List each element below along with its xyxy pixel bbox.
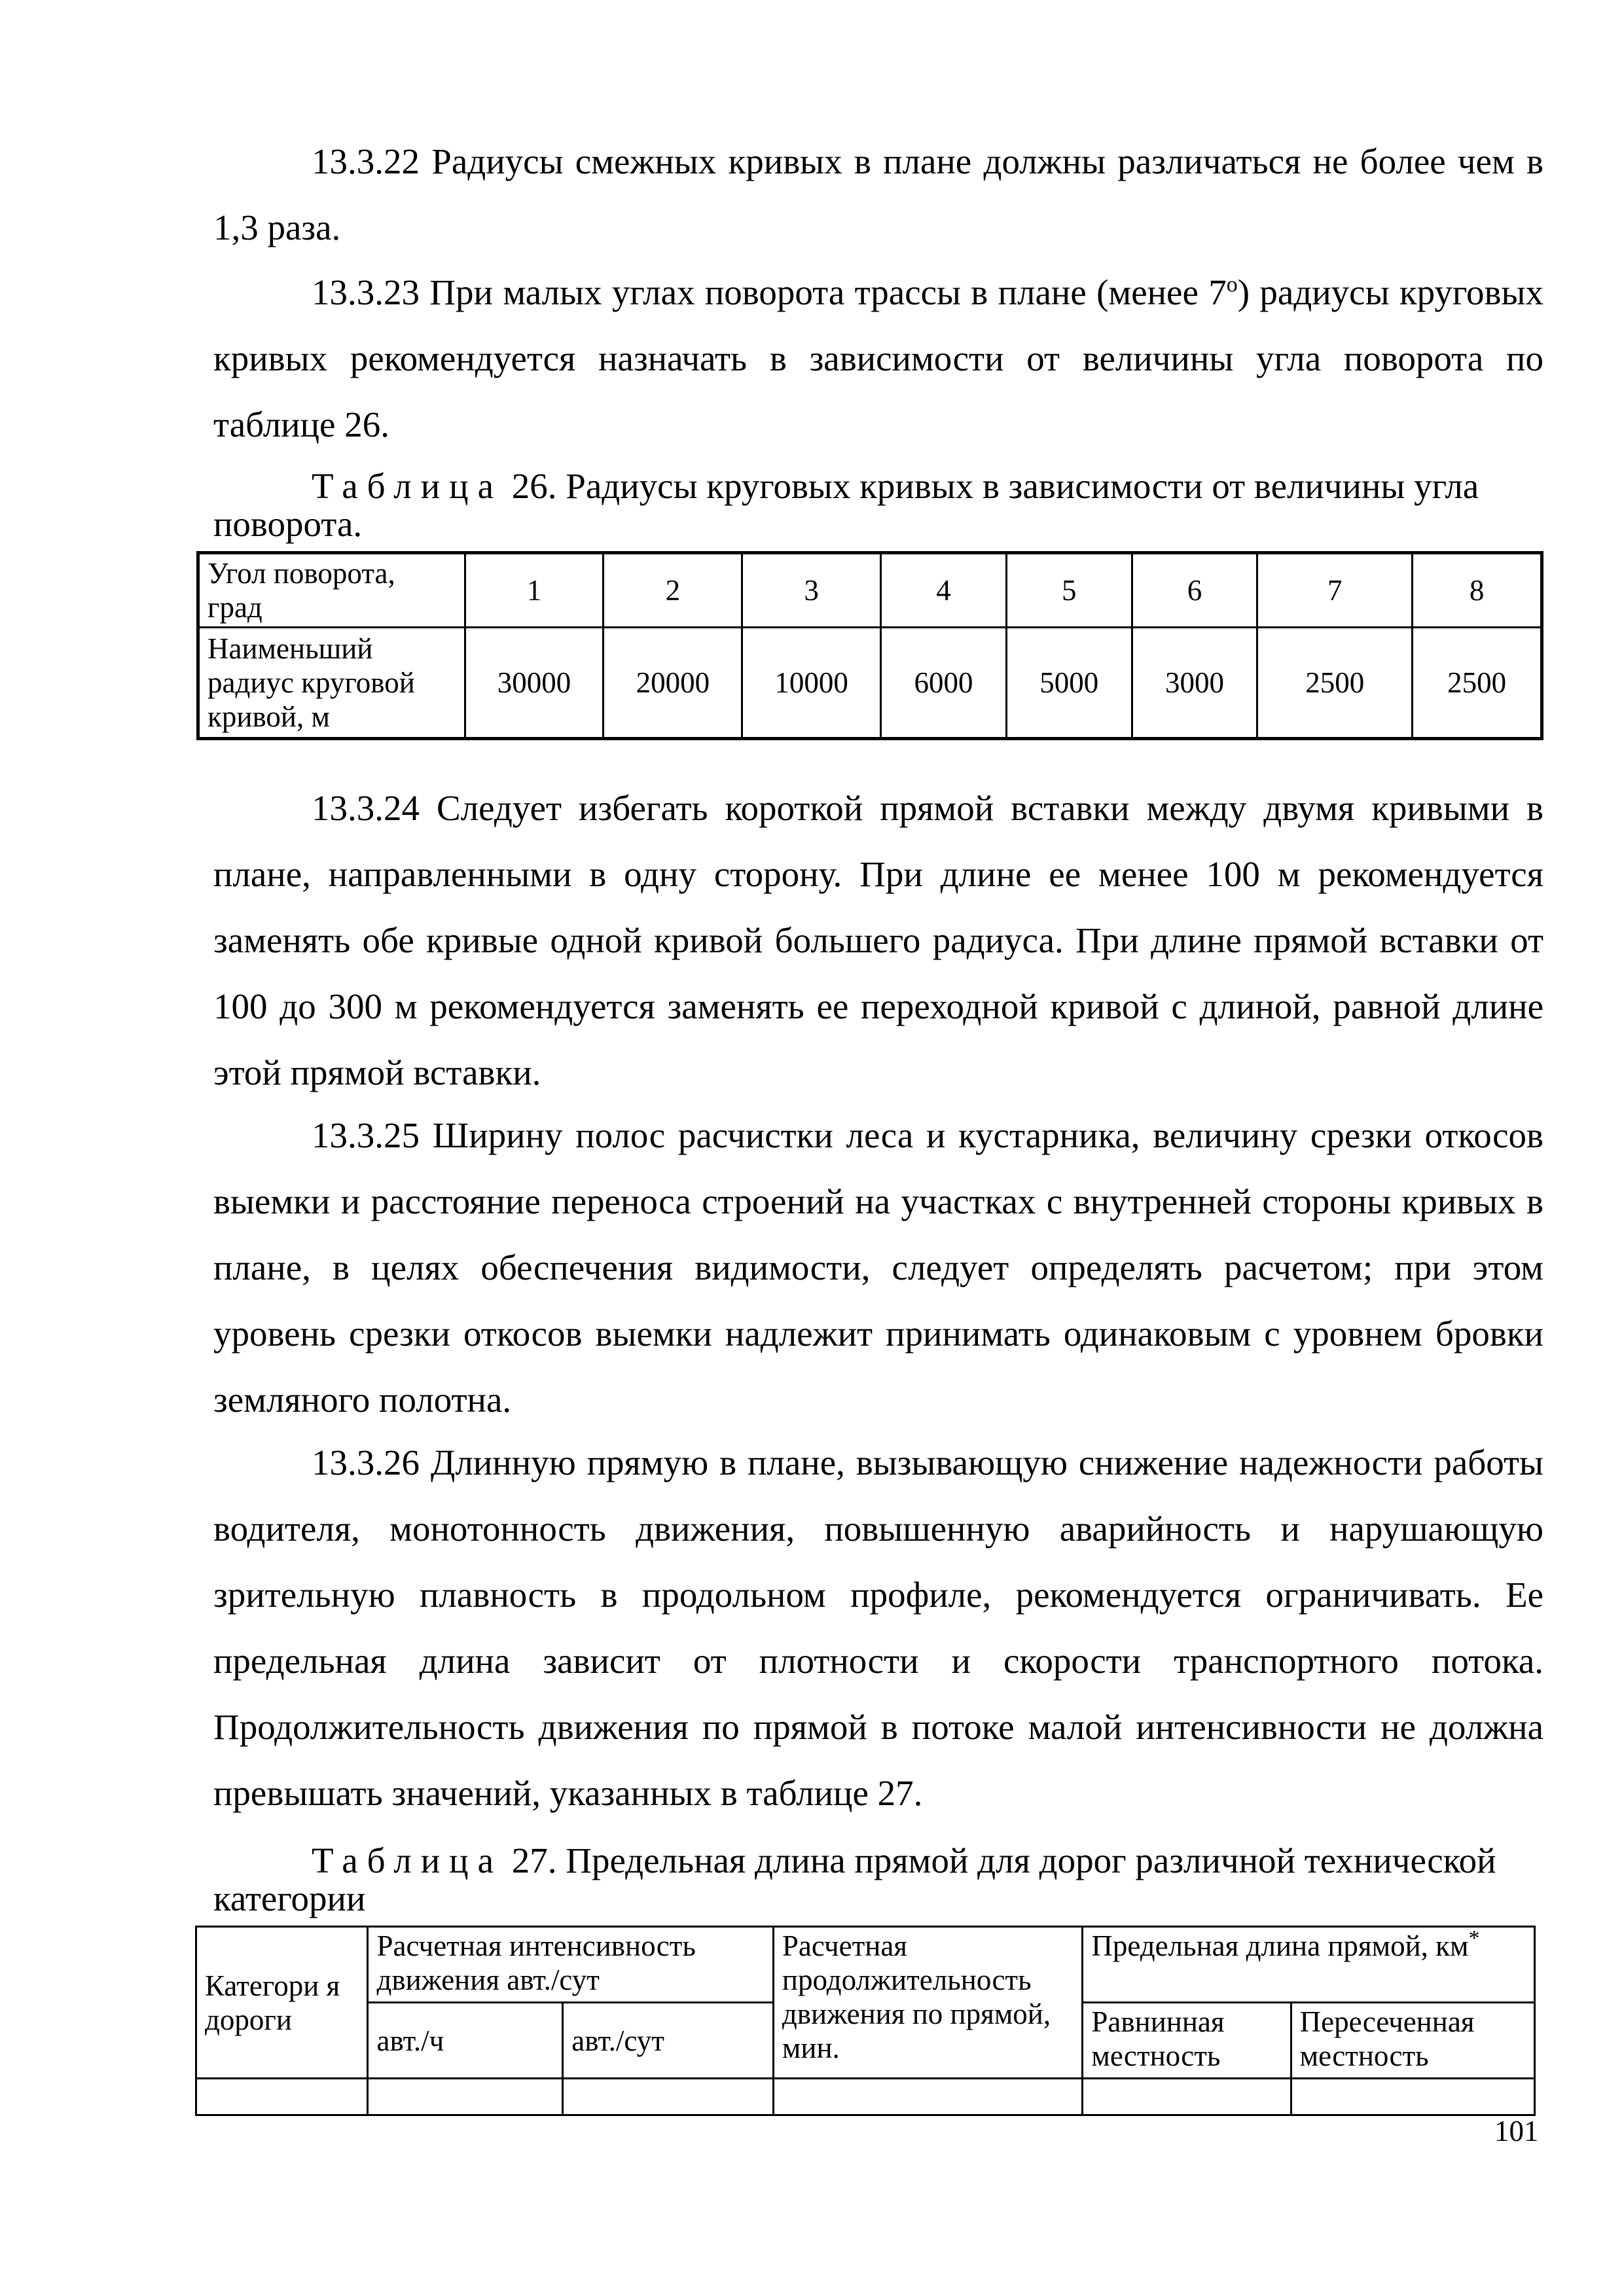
- angle-cell: 2: [604, 553, 742, 628]
- subheader-per-day: авт./сут: [563, 2003, 774, 2079]
- row-header-angle: Угол поворота, град: [198, 553, 465, 628]
- subheader-per-hour: авт./ч: [368, 2003, 563, 2079]
- degree-superscript: о: [1226, 272, 1238, 297]
- header-category: Категори я дороги: [196, 1927, 368, 2079]
- paragraph-13-3-23: [213, 259, 1543, 457]
- table-row-radius: [198, 628, 1542, 739]
- paragraph-text: 13.3.25 Ширину полос расчистки леса и кустарника, величину срезки откосов выемки и расстояние переноса строений на участках с внутренней стороны кривых в плане, в целях обеспечения видимости, следует определять расчетом; при этом уровень срезки откосов выемки надлежит принимать одинаковым с уровнем бровки земляного полотна.: [213, 1115, 1543, 1420]
- angle-cell: 7: [1257, 553, 1413, 628]
- caption-label: Таблица: [312, 1840, 503, 1880]
- table-26-caption: [213, 467, 1543, 543]
- radius-cell: 6000: [881, 628, 1007, 739]
- angle-cell: 6: [1132, 553, 1257, 628]
- table-header-row: [196, 1927, 1535, 2003]
- subheader-flat-terrain: Равнинная местность: [1083, 2003, 1291, 2079]
- table-cell: [1083, 2079, 1291, 2115]
- subheader-rugged-terrain: Пересеченная местность: [1291, 2003, 1534, 2079]
- radius-cell: 10000: [742, 628, 881, 739]
- table-26: [196, 551, 1543, 740]
- angle-cell: 8: [1413, 553, 1542, 628]
- caption-label: Таблица: [312, 466, 503, 506]
- radius-cell: 30000: [465, 628, 604, 739]
- paragraph-text: 13.3.26 Длинную прямую в плане, вызывающую снижение надежности работы водителя, монотонность движения, повышенную аварийность и нарушающую зрительную плавность в продольном профиле, рекомендуется ограничивать. Ее предельная длина зависит от плотности и скорости транспортного потока. Продолжительность движения по прямой в потоке малой интенсивности не должна превышать значений, указанных в таблице 27.: [213, 1443, 1543, 1813]
- radius-cell: 5000: [1006, 628, 1132, 739]
- table-27: [195, 1926, 1536, 2116]
- table-row: [196, 2079, 1535, 2115]
- table-27-caption: [213, 1842, 1543, 1918]
- paragraph-13-3-25: [213, 1102, 1543, 1433]
- table-row-angle: [198, 553, 1542, 628]
- paragraph-text: 13.3.22 Радиусы смежных кривых в плане должны различаться не более чем в 1,3 раза.: [213, 141, 1543, 247]
- angle-cell: 4: [881, 553, 1007, 628]
- row-header-radius: Наименьший радиус круговой кривой, м: [198, 628, 465, 739]
- angle-cell: 3: [742, 553, 881, 628]
- table-cell: [563, 2079, 774, 2115]
- paragraph-13-3-22: [213, 128, 1543, 260]
- paragraph-text: 13.3.24 Следует избегать короткой прямой вставки между двумя кривыми в плане, направленными в одну сторону. При длине ее менее 100 м рекомендуется заменять обе кривые одной кривой большего радиуса. При длине прямой вставки от 100 до 300 м рекомендуется заменять ее переходной кривой с длиной, равной длине этой прямой вставки.: [213, 788, 1543, 1092]
- paragraph-text: 13.3.23 При малых углах поворота трассы в плане (менее 7: [312, 272, 1227, 312]
- radius-cell: 3000: [1132, 628, 1257, 739]
- paragraph-text-continued: ) радиусы круговых кривых рекомендуется назначать в зависимости от величины угла поворота по таблице 26.: [213, 272, 1543, 444]
- footnote-asterisk: *: [1468, 1926, 1480, 1950]
- header-max-length: [1083, 1927, 1535, 2003]
- angle-cell: 1: [465, 553, 604, 628]
- table-cell: [1291, 2079, 1534, 2115]
- radius-cell: 2500: [1413, 628, 1542, 739]
- radius-cell: 20000: [604, 628, 742, 739]
- caption-text: 26. Радиусы круговых кривых в зависимости от величины угла поворота.: [213, 466, 1479, 544]
- header-intensity: Расчетная интенсивность движения авт./сут: [368, 1927, 773, 2003]
- header-duration: Расчетная продолжительность движения по прямой, мин.: [773, 1927, 1082, 2079]
- radius-cell: 2500: [1257, 628, 1413, 739]
- paragraph-13-3-24: [213, 775, 1543, 1105]
- angle-cell: 5: [1006, 553, 1132, 628]
- page-number: 101: [1494, 2115, 1539, 2147]
- table-cell: [368, 2079, 563, 2115]
- paragraph-13-3-26: [213, 1429, 1543, 1826]
- table-cell: [196, 2079, 368, 2115]
- table-cell: [773, 2079, 1082, 2115]
- caption-text: 27. Предельная длина прямой для дорог различной технической категории: [213, 1840, 1496, 1918]
- header-max-length-text: Предельная длина прямой, км: [1091, 1929, 1469, 1962]
